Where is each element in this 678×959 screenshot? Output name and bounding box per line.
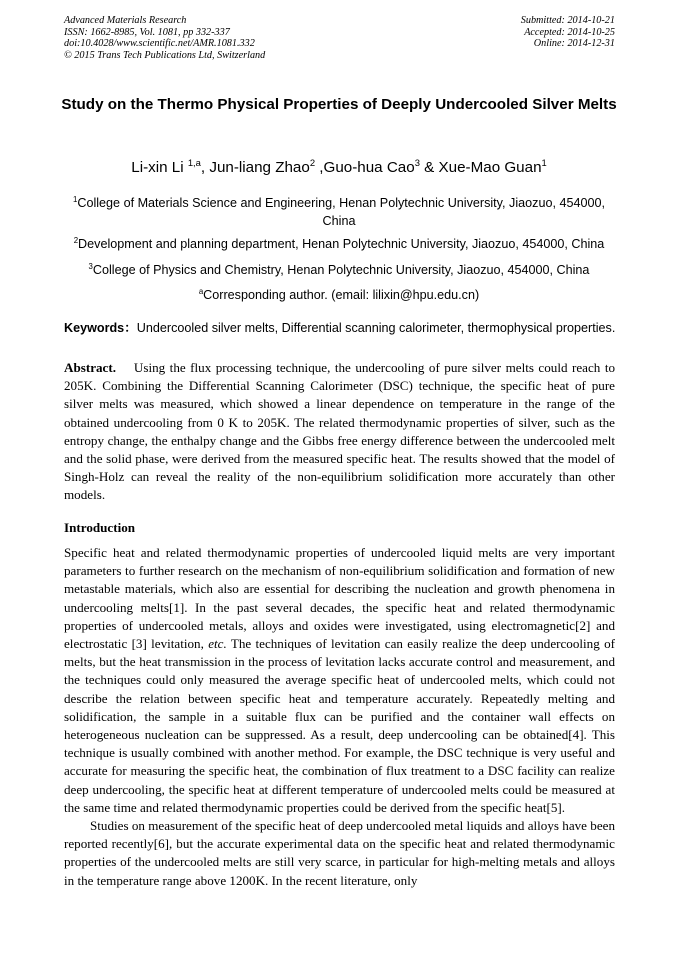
introduction-paragraph-2: Studies on measurement of the specific heat of deep undercooled metal liquids and alloys have been reported recently[6], but the accurate experimental data on the specific heat and related thermodynamic properties of the undercooled melts are still very scarce, in particular for high-melting metals and alloys in the temperature range above 1200K. In the recent literature, only — [64, 818, 615, 888]
affiliation-text: Development and planning department, Henan Polytechnic University, Jiaozuo, 454000, China — [78, 237, 605, 251]
corresponding-author — [40, 287, 638, 305]
author-affiliation-mark: 2 — [309, 156, 316, 168]
online-date: Online: 2014-12-31 — [533, 38, 615, 50]
author-separator: & — [419, 159, 439, 176]
corresponding-author-text: Corresponding author. (email: lilixin@hpu.edu.cn) — [203, 288, 480, 302]
author-name: Guo-hua Cao — [323, 159, 415, 176]
affiliation-text: College of Physics and Chemistry, Henan Polytechnic University, Jiaozuo, 454000, China — [92, 263, 590, 277]
affiliation-2 — [40, 236, 638, 254]
abstract-text: Using the flux processing technique, the undercooling of pure silver melts could reach to 205K. Combining the Differential Scanning Calorimeter (DSC) technique, the specific heat of pure silver melts was measured, which showed a linear dependence on temperature in the range of the obtained undercooling from 0 K to 205K. The related thermodynamic properties of silver, such as the entropy change, the enthalpy change and the Gibbs free energy difference between the undercooled melt and the solid phase, were derived from the measured specific heat. The results showed that the model of Singh-Holz can reveal the reality of the non-equilibrium solidification more accurately than other models. — [64, 360, 616, 503]
author-affiliation-mark: 1,a — [187, 156, 201, 168]
journal-doi[interactable]: doi:10.4028/www.scientific.net/AMR.1081.332 — [64, 38, 255, 50]
affiliation-mark: 2 — [73, 235, 79, 245]
journal-issn: ISSN: 1662-8985, Vol. 1081, pp 332-337 — [64, 26, 230, 38]
author-separator: , — [315, 159, 324, 176]
keywords — [64, 320, 616, 337]
abstract — [64, 359, 615, 505]
affiliation-mark: a — [198, 286, 204, 296]
keywords-label: Keywords： — [64, 321, 137, 335]
introduction-paragraph-1 — [64, 544, 615, 817]
author-name: Xue-Mao Guan — [438, 159, 542, 176]
author-name: Li-xin Li — [131, 159, 188, 176]
author-name: Jun-liang Zhao — [209, 159, 310, 176]
affiliation-1 — [64, 195, 614, 230]
affiliation-mark: 1 — [73, 194, 78, 204]
journal-info — [64, 15, 265, 61]
author-separator: , — [200, 159, 210, 176]
paragraph-text: The techniques of levitation can easily realize the deep undercooling of melts, but the heat transmission in the process of levitation lacks accurate control and measurement, and the techniques could only measured the average specific heat of undercooled melts, which could not describe the relation between specific heat and temperature accurately. Repeatedly melting and solidification, the sample in a suitable flux can be purified and the container wall effects on heterogeneous nucleation can be suppressed. As a result, deep undercooling can be obtained[4]. This technique is usually combined with another method. For example, the DSC technique is very useful and accurate for measuring the specific heat, the combination of flux treatment to a DSC facility can realize deep undercooling, the specific heat at different temperature of undercooled melts could be measured at the same time and related thermodynamic properties could be derived from the specific heat[5]. — [64, 636, 615, 815]
paper-title: Study on the Thermo Physical Properties of Deeply Undercooled Silver Melts — [61, 96, 617, 113]
publication-dates — [521, 15, 615, 50]
paragraph-text-italic: etc. — [208, 636, 227, 652]
introduction-body — [64, 544, 615, 890]
author-affiliation-mark: 1 — [541, 156, 547, 168]
author-list — [20, 158, 658, 178]
affiliation-text: College of Materials Science and Engineering, Henan Polytechnic University, Jiaozuo, 454000, China — [77, 196, 605, 228]
affiliation-mark: 3 — [88, 261, 93, 271]
keywords-text: Undercooled silver melts, Differential scanning calorimeter, thermophysical properties. — [136, 321, 616, 335]
abstract-label: Abstract. — [64, 360, 116, 375]
journal-name: Advanced Materials Research — [64, 15, 187, 26]
journal-copyright: © 2015 Trans Tech Publications Ltd, Switzerland — [64, 49, 266, 61]
affiliation-3 — [40, 262, 638, 280]
submitted-date: Submitted: 2014-10-21 — [520, 15, 615, 26]
section-heading-introduction: Introduction — [64, 520, 136, 535]
accepted-date: Accepted: 2014-10-25 — [524, 26, 615, 38]
author-affiliation-mark: 3 — [414, 156, 420, 168]
paragraph-text: Specific heat and related thermodynamic properties of undercooled liquid melts are very important parameters to further research on the mechanism of non-equilibrium solidification and formation of new metastable materials, which also are essential for describing the nucleation and growth phenomena in undercooling melts[1]. In the past several decades, the specific heat and related thermodynamic properties of undercooled metals, alloys and oxides were investigated, using electromagnetic[2] and electrostatic [3] levitation, — [64, 545, 615, 652]
